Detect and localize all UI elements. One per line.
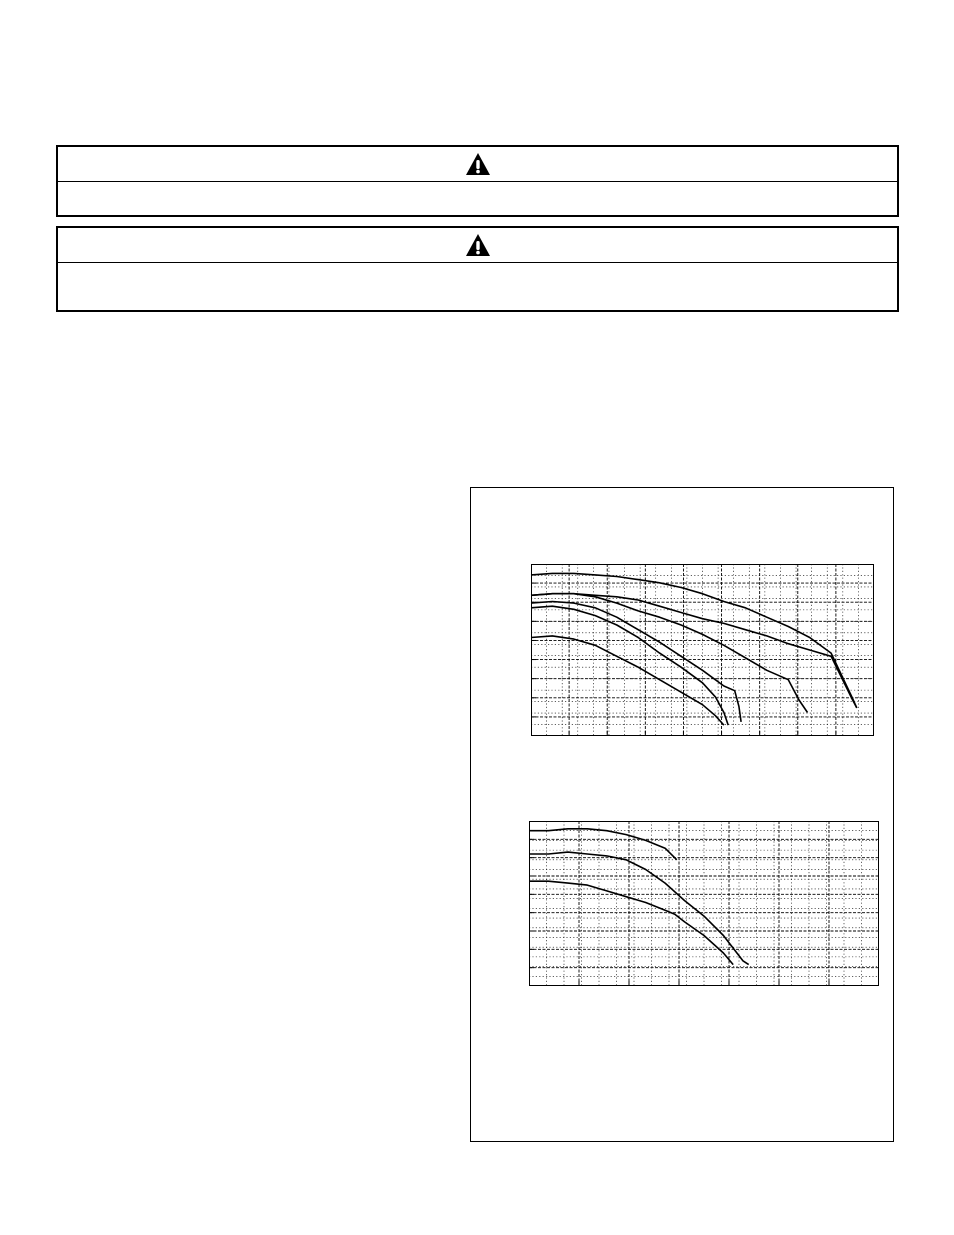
warning-box-2 — [56, 226, 899, 312]
warning-triangle-icon — [465, 233, 491, 257]
series-line-3 — [531, 594, 808, 713]
warning-box-1 — [56, 145, 899, 217]
warning-triangle-icon — [465, 152, 491, 176]
warning-header-1 — [58, 147, 897, 182]
series-line-3 — [529, 881, 733, 964]
warning-header-2 — [58, 228, 897, 263]
pump-curve-chart-1 — [531, 564, 874, 736]
series-line-6 — [531, 636, 724, 725]
pump-curve-chart-2 — [529, 821, 879, 986]
